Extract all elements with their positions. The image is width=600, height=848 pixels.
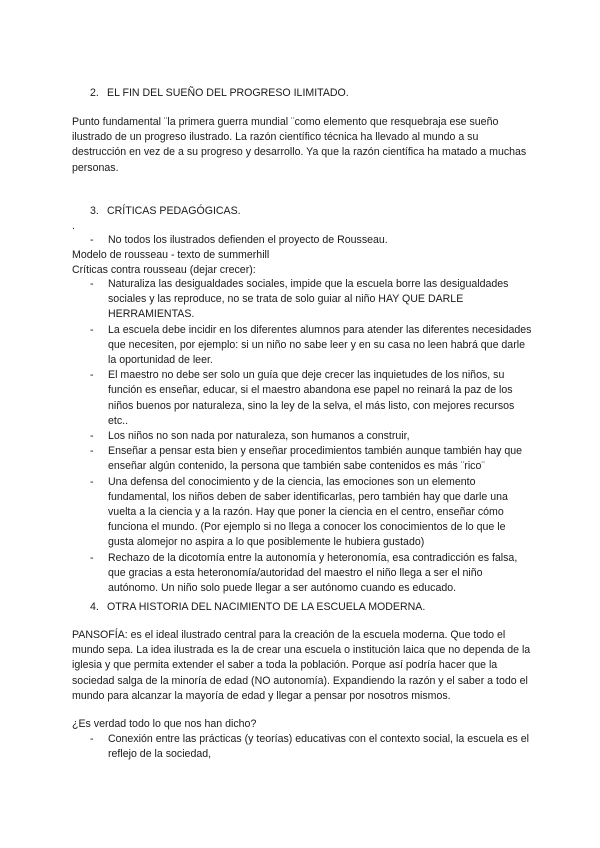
section-2-number: 2. [90, 87, 99, 99]
list-item-text: Conexión entre las prácticas (y teorías) educativas con el contexto social, la escuela es el reflejo de la sociedad, [108, 733, 530, 761]
section-3-number: 3. [90, 205, 99, 217]
bullet-dash: - [90, 445, 94, 458]
section-4-number: 4. [90, 601, 99, 613]
bullet-dash: - [90, 234, 94, 246]
bullet-dash: - [90, 369, 94, 382]
list-item-text: Enseñar a pensar esta bien y enseñar procedimientos también aunque también hay que enseñar algún contenido, la persona que también sabe contenidos es más ¨rico¨ [108, 445, 523, 473]
section-4-list [72, 732, 532, 762]
bullet-dash: - [90, 733, 94, 745]
section-3-first-list [72, 233, 532, 248]
list-item [72, 732, 532, 762]
bullet-dash: - [90, 475, 94, 488]
list-item-text: La escuela debe incidir en los diferentes alumnos para atender las diferentes necesidades que necesiten, por ejemplo: si un niño no sabe leer y en su casa no leen habrá que darle la oportunidad de leer. [108, 323, 532, 367]
list-item [72, 444, 532, 474]
section-4-question: ¿Es verdad todo lo que nos han dicho? [72, 718, 257, 730]
bullet-dash: - [90, 551, 94, 564]
section-3-title: CRÍTICAS PEDAGÓGICAS. [107, 205, 241, 217]
list-item [72, 368, 532, 429]
critiques-heading: Críticas contra rousseau (dejar crecer): [72, 264, 256, 276]
list-item-text: Rechazo de la dicotomía entre la autonomía y heteronomía, esa contradicción es falsa, que gracias a esta heteronomía/autoridad del maestro el niño llega a ser el niño autónomo. Un niño solo puede llegar a ser autónomo cuando es educado. [108, 551, 518, 595]
list-item-text: Los niños no son nada por naturaleza, son humanos a construir, [108, 430, 410, 443]
section-4-title: OTRA HISTORIA DEL NACIMIENTO DE LA ESCUELA MODERNA. [107, 601, 426, 613]
section-3-heading [90, 204, 241, 219]
bullet-dash: - [90, 323, 94, 336]
critiques-list [72, 277, 532, 596]
section-2-title: EL FIN DEL SUEÑO DEL PROGRESO ILIMITADO. [107, 87, 349, 99]
list-item-text: Una defensa del conocimiento y de la ciencia, las emociones son un elemento fundamental, los niños deben de saber identificarlas, pero también hay que darle una vuelta a la ciencia y a la razón. Hay que poner la ciencia en el centro, enseñar cómo funciona el mundo. (Por ejemplo si no llega a conocer los conocimientos de lo que le gusta alomejor no aspira a lo que posiblemente le hubiera gustado) [108, 475, 508, 549]
model-line: Modelo de rousseau - texto de summerhill [72, 249, 270, 261]
list-item-text: El maestro no debe ser solo un guía que deje crecer las inquietudes de los niños, su función es enseñar, educar, si el maestro abandona ese papel no reinará la paz de los niños buenos por naturaleza, sino la ley de la selva, el más listo, con mejores recursos etc.. [108, 369, 515, 427]
list-item [72, 429, 532, 444]
stray-mark: . [72, 220, 75, 232]
section-2-heading [90, 86, 349, 101]
list-item [72, 233, 532, 248]
bullet-dash: - [90, 430, 94, 443]
list-item [72, 323, 532, 369]
section-2-body [72, 115, 532, 176]
section-4-body [72, 628, 532, 704]
bullet-dash: - [90, 278, 94, 290]
pansofia-paragraph: PANSOFÍA: es el ideal ilustrado central para la creación de la escuela moderna. Que todo el mundo sepa. La idea ilustrada es la de crear una escuela o institución laica que no dependa de la iglesia y que permita extender el saber a toda la población. Porque así podría hacer que la sociedad salga de la minoría de edad (NO autonomía). Expandiendo la razón y el saber a todo el mundo para alcanzar la mayoría de edad y llegar a pensar por nosotros mismos. [72, 629, 531, 702]
list-item-text: Naturaliza las desigualdades sociales, impide que la escuela borre las desigualdades sociales y las reproduce, no se trata de solo guiar al niño HAY QUE DARLE HERRAMIENTAS. [108, 278, 509, 321]
section-2-paragraph: Punto fundamental ¨la primera guerra mundial ¨como elemento que resquebraja ese sueño ilustrado de un progreso ilustrado. La razón científico técnica ha llevado al mundo a su destrucción en vez de a su progreso y desarrollo. Ya que la razón científica ha matado a muchas personas. [72, 116, 527, 174]
list-item-text: No todos los ilustrados defienden el proyecto de Rousseau. [108, 234, 388, 246]
list-item [72, 551, 532, 597]
section-4-heading [90, 600, 425, 615]
list-item [72, 277, 532, 323]
list-item [72, 475, 532, 551]
